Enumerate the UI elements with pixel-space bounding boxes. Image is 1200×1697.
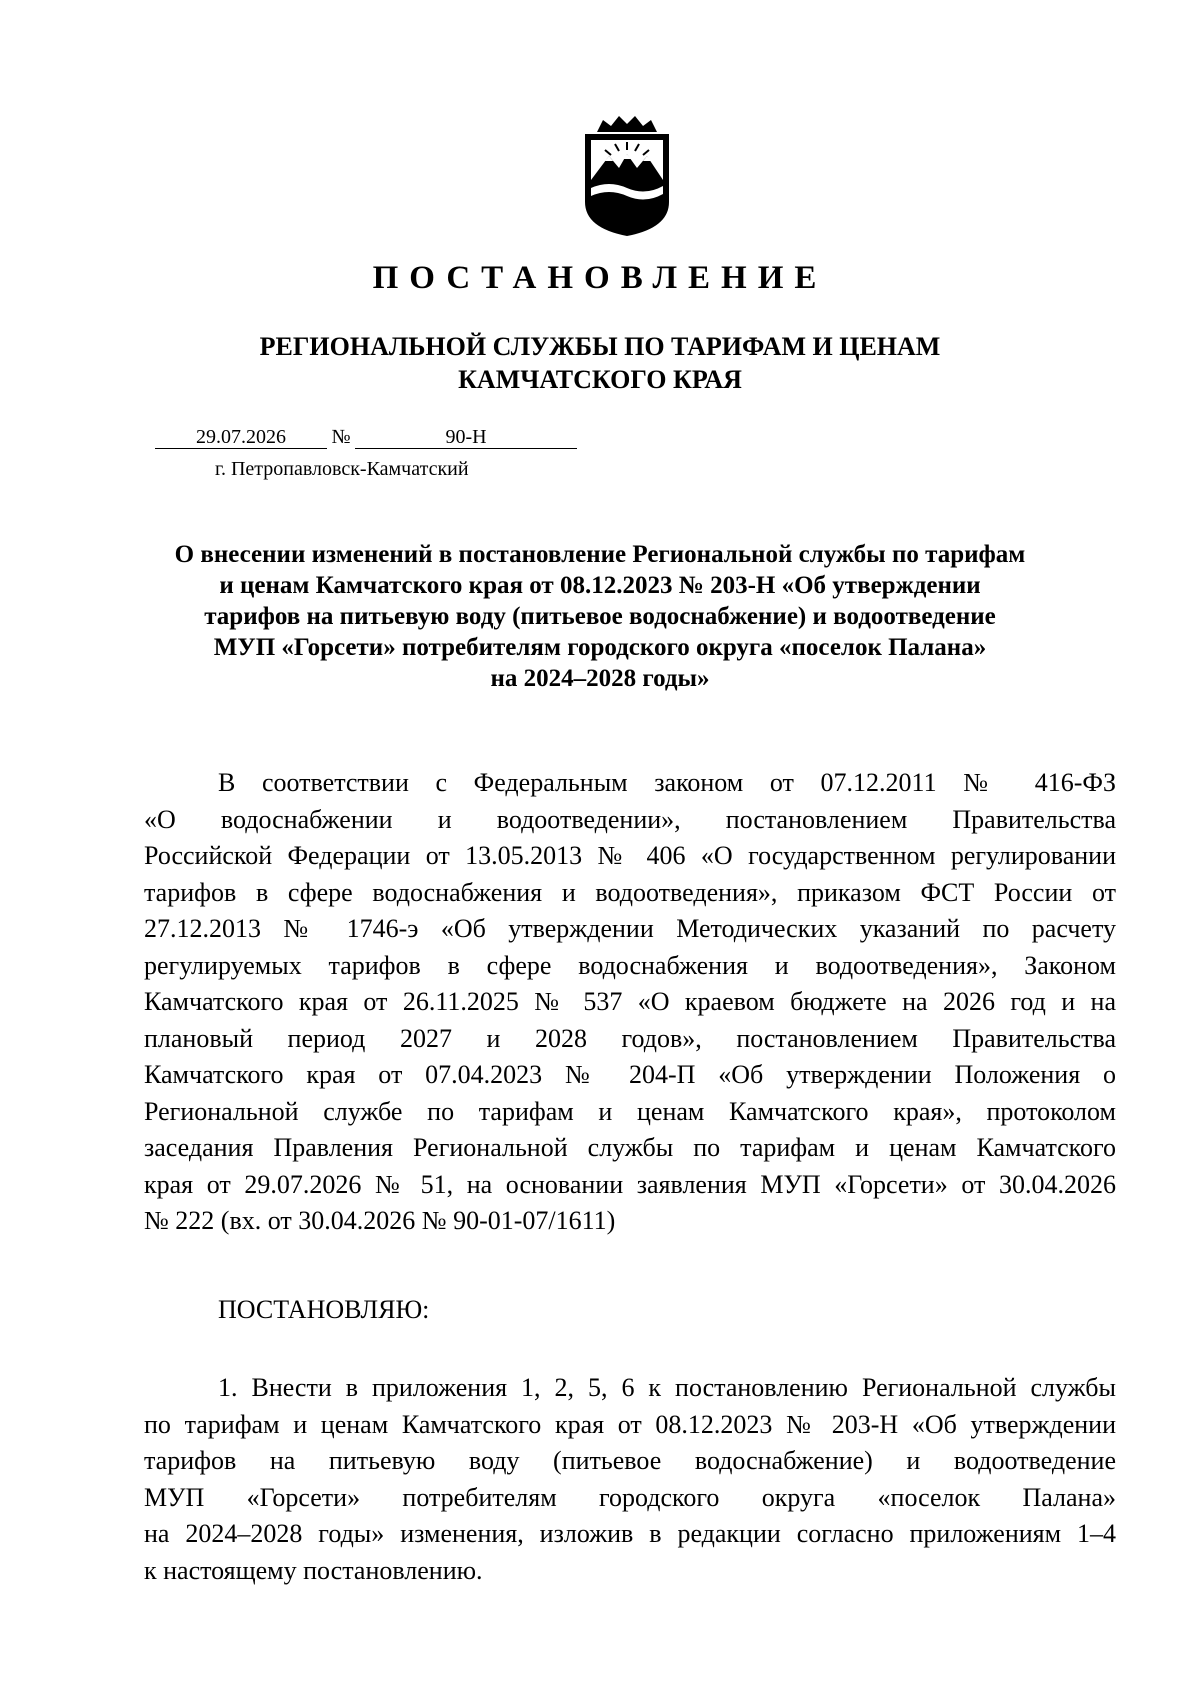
title-line: тарифов на питьевую воду (питьевое водоснабжение) и водоотведение <box>204 603 996 630</box>
document-number: 90-Н <box>355 426 577 449</box>
issuer-heading <box>0 330 1200 396</box>
city-label: г. Петропавловск-Камчатский <box>215 458 469 480</box>
document-title <box>0 539 1200 694</box>
item-1-line: тарифов на питьевую воду (питьевое водоснабжение) и водоотведение <box>144 1446 1116 1475</box>
preamble-line: Камчатского края от 07.04.2023 № 204-П «Об утверждении Положения о <box>144 1060 1116 1089</box>
kamchatka-coat-of-arms-icon <box>575 110 679 238</box>
preamble-line: регулируемых тарифов в сфере водоснабжения и водоотведения», Законом <box>144 950 1116 980</box>
title-line: О внесении изменений в постановление Региональной службы по тарифам <box>174 541 1026 568</box>
item-1-line: по тарифам и ценам Камчатского края от 08.12.2023 № 203-Н «Об утверждении <box>144 1409 1116 1439</box>
title-line: и ценам Камчатского края от 08.12.2023 № 203-Н «Об утверждении <box>219 572 981 599</box>
preamble-line: заседания Правления Региональной службы по тарифам и ценам Камчатского <box>144 1133 1116 1162</box>
issuer-line: КАМЧАТСКОГО КРАЯ <box>458 365 742 394</box>
preamble-line: Региональной службе по тарифам и ценам Камчатского края», протоколом <box>144 1096 1116 1126</box>
decree-word: ПОСТАНОВЛЯЮ: <box>218 1295 430 1324</box>
preamble-paragraph <box>144 765 1116 1240</box>
item-1-line: МУП «Горсети» потребителям городского округа «поселок Палана» <box>144 1482 1116 1512</box>
document-requisites <box>155 425 577 449</box>
preamble-line: В соответствии с Федеральным законом от 07.12.2011 № 416-ФЗ <box>218 768 1116 797</box>
document-type-heading: ПОСТАНОВЛЕНИЕ <box>372 260 828 296</box>
item-1-paragraph <box>144 1370 1116 1589</box>
preamble-line: «О водоснабжении и водоотведении», постановлением Правительства <box>144 804 1116 834</box>
number-sign: № <box>331 426 351 448</box>
document-date: 29.07.2026 <box>155 426 327 449</box>
title-line: МУП «Горсети» потребителям городского округа «поселок Палана» <box>213 634 987 661</box>
preamble-line: Камчатского края от 26.11.2025 № 537 «О краевом бюджете на 2026 год и на <box>144 987 1116 1016</box>
item-1-line: на 2024–2028 годы» изменения, изложив в редакции согласно приложениям 1–4 <box>144 1519 1116 1548</box>
item-1-line: 1. Внести в приложения 1, 2, 5, 6 к постановлению Региональной службы <box>218 1373 1116 1402</box>
preamble-line: плановый период 2027 и 2028 годов», постановлением Правительства <box>144 1023 1116 1053</box>
preamble-line: тарифов в сфере водоснабжения и водоотведения», приказом ФСТ России от <box>144 877 1116 907</box>
issuer-line: РЕГИОНАЛЬНОЙ СЛУЖБЫ ПО ТАРИФАМ И ЦЕНАМ <box>259 332 941 361</box>
preamble-line: 27.12.2013 № 1746-э «Об утверждении Методических указаний по расчету <box>144 914 1116 943</box>
item-1-line: к настоящему постановлению. <box>144 1555 483 1585</box>
preamble-line: края от 29.07.2026 № 51, на основании заявления МУП «Горсети» от 30.04.2026 <box>144 1169 1116 1199</box>
preamble-line: Российской Федерации от 13.05.2013 № 406 «О государственном регулировании <box>144 841 1116 870</box>
title-line: на 2024–2028 годы» <box>490 665 710 692</box>
preamble-line: № 222 (вх. от 30.04.2026 № 90-01-07/1611) <box>144 1206 616 1235</box>
